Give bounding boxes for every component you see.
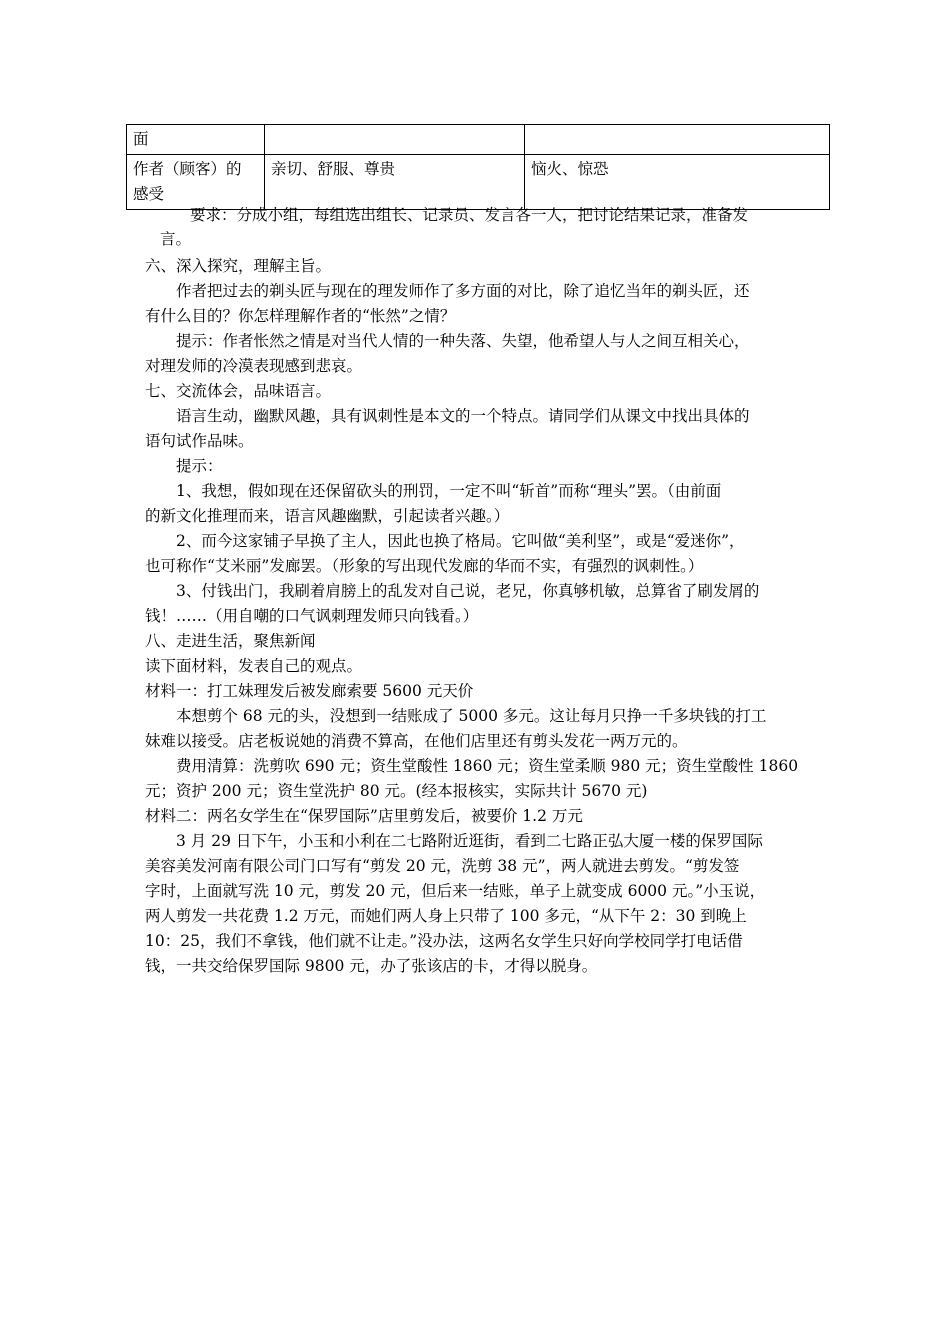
- paragraph-line: 对理发师的冷漠表现感到悲哀。: [145, 357, 363, 375]
- section-heading: 七、交流体会，品味语言。: [145, 382, 332, 400]
- paragraph-line: 提示：: [176, 457, 223, 475]
- paragraph-line: 费用清算：洗剪吹 690 元；资生堂酸性 1860 元；资生堂柔顺 980 元；资生堂酸性 1860: [176, 757, 799, 775]
- cell-line: 感受: [133, 185, 165, 203]
- section-heading: 六、深入探究，理解主旨。: [145, 257, 332, 275]
- table-cell: 面: [127, 125, 265, 155]
- paragraph-line: 提示：作者怅然之情是对当代人情的一种失落、失望，他希望人与人之间互相关心，: [176, 332, 750, 350]
- paragraph-line: 也可称作“艾米丽”发廊罢。（形象的写出现代发廊的华而不实，有强烈的讽刺性。）: [145, 557, 704, 575]
- table-row: [127, 155, 830, 210]
- paragraph-line: 本想剪个 68 元的头，没想到一结账成了 5000 多元。这让每月只挣一千多块钱的打工: [176, 707, 767, 725]
- paragraph-line: 10：25，我们不拿钱，他们就不让走。”没办法，这两名女学生只好向学校同学打电话借: [145, 932, 743, 950]
- paragraph-line: 两人剪发一共花费 1.2 万元，而她们两人身上只带了 100 多元，“从下午 2：30 到晚上: [145, 907, 747, 925]
- paragraph-line: 字时，上面就写洗 10 元，剪发 20 元，但后来一结账，单子上就变成 6000 元。”小玉说，: [145, 882, 766, 900]
- paragraph-line: 2、而今这家铺子早换了主人，因此也换了格局。它叫做“美利坚”，或是“爱迷你”，: [176, 532, 745, 550]
- paragraph-line: 要求：分成小组，每组选出组长、记录员、发言各一人，把讨论结果记录，准备发: [190, 206, 749, 224]
- paragraph-line: 元；资护 200 元；资生堂洗护 80 元。(经本报核实，实际共计 5670 元): [145, 782, 648, 800]
- table-row: [127, 125, 830, 155]
- comparison-table: [126, 124, 830, 210]
- paragraph-line: 作者把过去的剃头匠与现在的理发师作了多方面的对比，除了追忆当年的剃头匠，还: [176, 282, 750, 300]
- paragraph-line: 1、我想，假如现在还保留砍头的刑罚，一定不叫“斩首”而称“理头”罢。（由前面: [176, 482, 722, 500]
- table-cell: [525, 125, 830, 155]
- section-heading: 八、走进生活，聚焦新闻: [145, 632, 316, 650]
- paragraph-line: 语句试作品味。: [145, 432, 254, 450]
- paragraph-line: 读下面材料，发表自己的观点。: [145, 657, 363, 675]
- table-cell: [127, 155, 265, 210]
- table-cell: [265, 125, 525, 155]
- paragraph-line: 3 月 29 日下午，小玉和小利在二七路附近逛街，看到二七路正弘大厦一楼的保罗国际: [176, 832, 763, 850]
- paragraph-line: 有什么目的？你怎样理解作者的“怅然”之情？: [145, 307, 456, 325]
- table-cell: 恼火、惊恐: [525, 155, 830, 210]
- paragraph-line: 语言生动，幽默风趣，具有讽刺性是本文的一个特点。请同学们从课文中找出具体的: [176, 407, 750, 425]
- material-heading: 材料一：打工妹理发后被发廊索要 5600 元天价: [145, 682, 474, 700]
- paragraph-line: 的新文化推理而来，语言风趣幽默，引起读者兴趣。）: [145, 507, 510, 525]
- paragraph-line: 言。: [160, 230, 192, 248]
- paragraph-line: 钱，一共交给保罗国际 9800 元，办了张该店的卡，才得以脱身。: [145, 957, 598, 975]
- cell-line: 作者（顾客）的: [133, 160, 242, 178]
- paragraph-line: 妹难以接受。店老板说她的消费不算高，在他们店里还有剪头发花一两万元的。: [145, 732, 688, 750]
- paragraph-line: 美容美发河南有限公司门口写有“剪发 20 元，洗剪 38 元”，两人就进去剪发。“剪发签: [145, 857, 740, 875]
- paragraph-line: 钱！……（用自嘲的口气讽刺理发师只向钱看。）: [145, 607, 479, 625]
- table-cell: 亲切、舒服、尊贵: [265, 155, 525, 210]
- paragraph-line: 3、付钱出门，我刷着肩膀上的乱发对自己说，老兄，你真够机敏，总算省了刷发屑的: [176, 582, 760, 600]
- material-heading: 材料二：两名女学生在“保罗国际”店里剪发后，被要价 1.2 万元: [145, 807, 583, 825]
